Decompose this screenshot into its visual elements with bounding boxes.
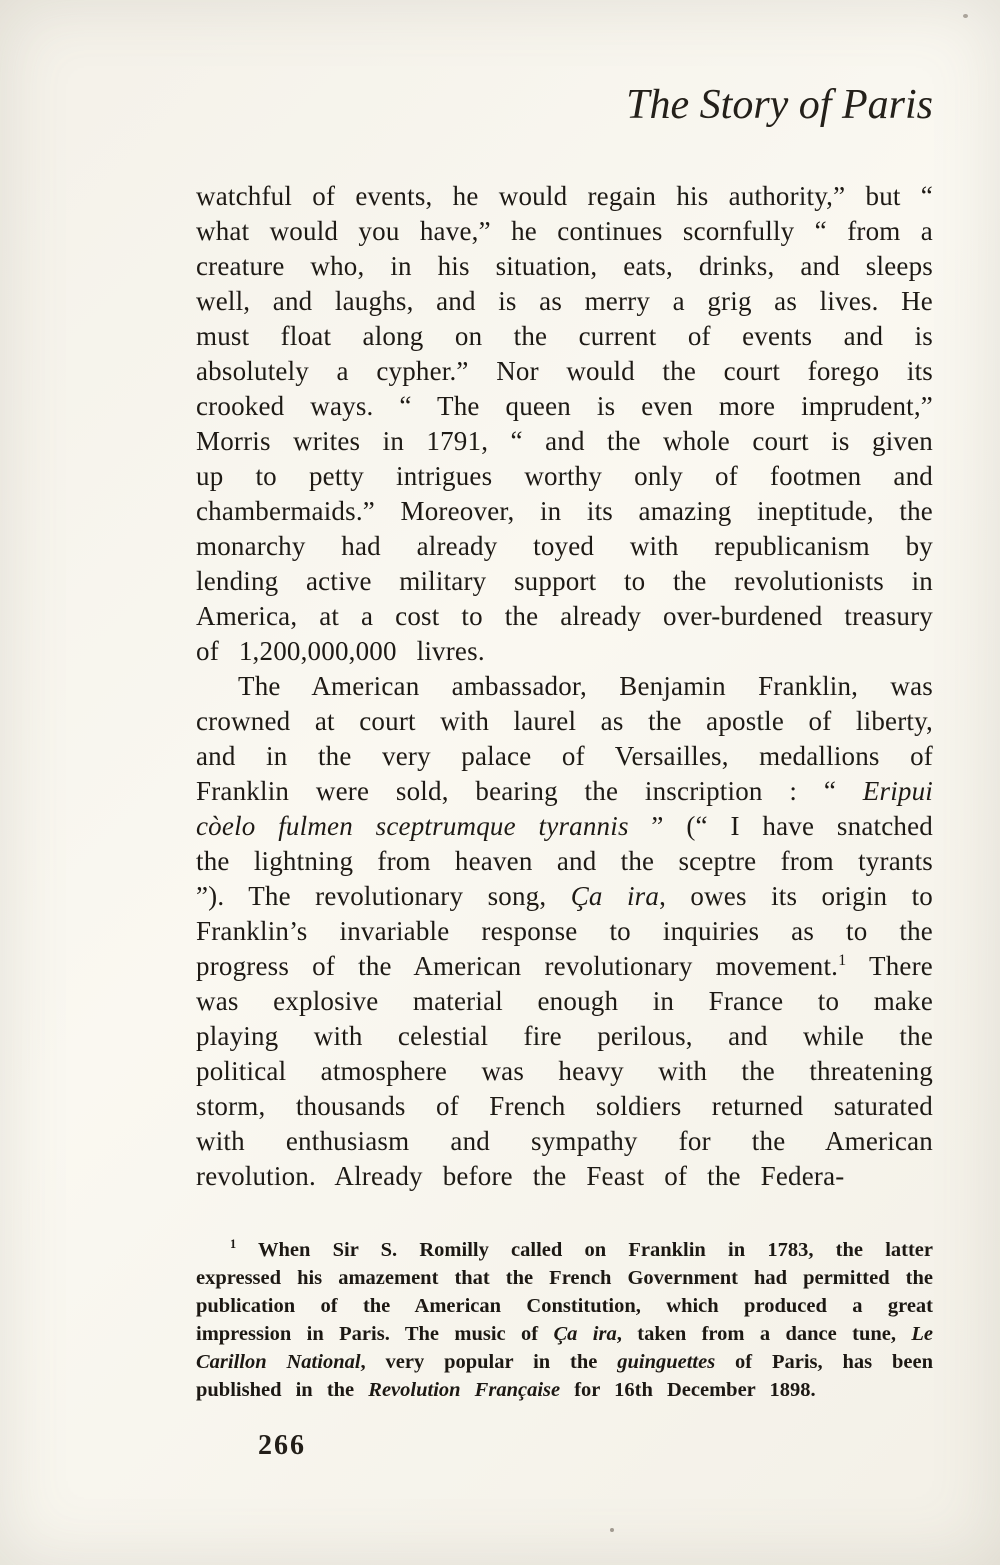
italic-text: Ça ira	[570, 881, 660, 911]
text-run: of Paris, has been published in the	[196, 1351, 933, 1401]
paragraph	[196, 669, 933, 1194]
text-run: watchful of events, he would regain his authority,” but “ what would you have,” he continues scornfully “ from a creature who, in his situation, eats, drinks, and sleeps well, and laughs, and is as merry a grig as lives. He must float along on the current of events and is absolutely a cypher.” Nor would the court forego its crooked ways. “ The queen is even more imprudent,” Morris writes in 1791, “ and the whole court is given up to petty intrigues worthy only of footmen and chambermaids.” Moreover, in its amazing ineptitude, the monarchy had already toyed with republicanism by lending active military support to the revolutionists in America, at a cost to the already over-burdened treasury of 1,200,000,000 livres.	[196, 181, 933, 666]
page-number: 266	[258, 1430, 306, 1461]
footnote	[196, 1236, 933, 1404]
footnote-reference: 1	[838, 951, 847, 969]
text-run: When Sir S. Romilly called on Franklin in 1783, the latter expressed his amazement that the French Government had permitted the publication of the American Constitution, which produced a great impression in Paris. The music of	[196, 1239, 933, 1345]
text-run: , very popular in the	[360, 1351, 618, 1373]
text-run: The American ambassador, Benjamin Franklin, was crowned at court with laurel as the apostle of liberty, and in the very palace of Versailles, medallions of Franklin were sold, bearing the inscription : “	[196, 671, 933, 806]
body-text	[196, 179, 933, 1194]
italic-text: guinguettes	[617, 1351, 716, 1373]
italic-text: Eripui còelo fulmen sceptrumque tyrannis	[196, 776, 933, 841]
italic-text: Le Carillon National	[196, 1323, 933, 1373]
scan-speck	[610, 1528, 614, 1532]
running-head-title: The Story of Paris	[626, 82, 933, 128]
text-run: There was explosive material enough in France to make playing with celestial fire perilous, and while the political atmosphere was heavy with the threatening storm, thousands of French soldiers returned saturated with enthusiasm and sympathy for the American revolution. Already before the Feast of the Federa-	[196, 951, 933, 1191]
text-run: ” (“ I have snatched the lightning from heaven and the sceptre from tyrants ”). The revolutionary song,	[196, 811, 933, 911]
text-run: , taken from a dance tune,	[616, 1323, 912, 1345]
text-run: for 16th December 1898.	[560, 1379, 816, 1401]
italic-text: Ça ira	[553, 1323, 617, 1345]
text-run: , owes its origin to Franklin’s invariable response to inquiries as to the progress of the American revolutionary movement.	[196, 881, 934, 981]
scan-speck	[963, 14, 968, 18]
paragraph	[196, 179, 933, 669]
italic-text: Revolution Française	[368, 1379, 561, 1401]
footnote-reference: 1	[230, 1237, 237, 1252]
